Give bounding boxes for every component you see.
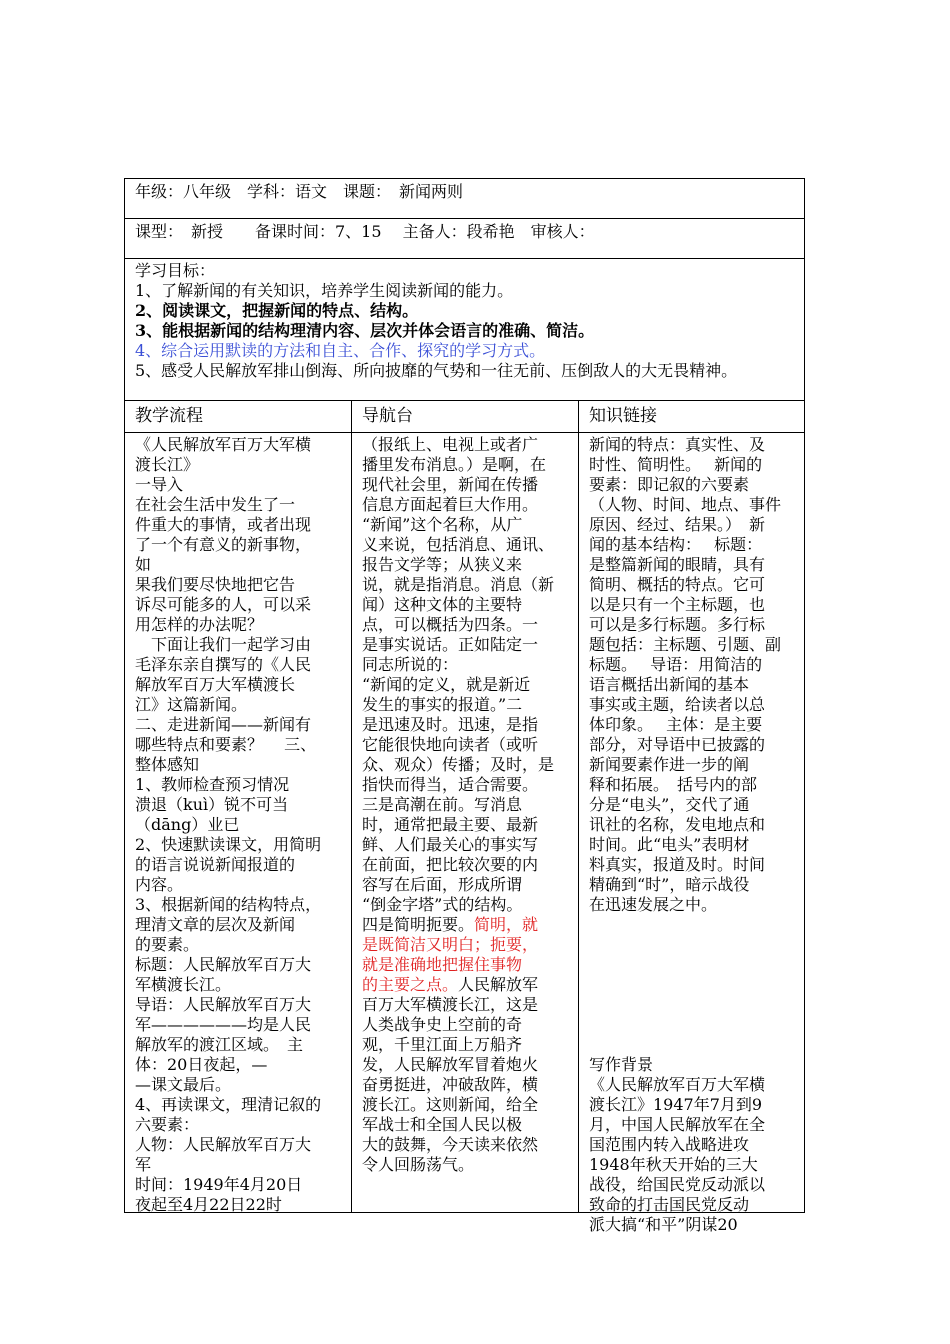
text-line: 信息方面起着巨大作用。 [362, 495, 539, 514]
text-line: 标题。 导语：用简洁的 [589, 655, 763, 674]
text-line: 在社会生活中发生了一 [135, 495, 296, 514]
text-line: 哪些特点和要素？ 三、 [135, 735, 317, 754]
text-line: 时间。此“电头”表明材 [589, 835, 750, 854]
text-line: 解放军的渡江区域。 主 [135, 1035, 304, 1054]
text-line: 部分，对导语中已披露的 [589, 735, 766, 754]
text-line: 2、快速默读课文，用简明 [135, 835, 322, 854]
text-line: 六要素： [135, 1115, 200, 1134]
text-line: 1、教师检查预习情况 [135, 775, 290, 794]
text-line: 是迅速及时。迅速，是指 [362, 715, 539, 734]
goal-4: 4、综合运用默读的方法和自主、合作、探究的学习方式。 [135, 341, 546, 360]
text-line: 现代社会里，新闻在传播 [362, 475, 539, 494]
text-line: （报纸上、电视上或者广 [362, 435, 539, 454]
highlight-span: 简明，就 [474, 915, 539, 934]
header-navigation: 导航台 [352, 401, 579, 432]
text-line: 原因、经过、结果。） 新 [589, 515, 766, 534]
text-line: 令人回肠荡气。 [362, 1155, 475, 1174]
text-line: 夜起至4月22日22时 [135, 1195, 282, 1214]
text-line: “新闻的定义，就是新近 [362, 675, 531, 694]
highlight-line: 就是准确地把握住事物 [362, 955, 523, 974]
text-line: 百万大军横渡长江，这是 [362, 995, 539, 1014]
text-line: “倒金字塔”式的结构。 [362, 895, 523, 914]
text-span: 人民解放军 [458, 975, 539, 994]
text-line: 事实或主题，给读者以总 [589, 695, 766, 714]
text-line: 的语言说说新闻报道的 [135, 855, 296, 874]
text-line: 语言概括出新闻的基本 [589, 675, 750, 694]
text-line: 江》这篇新闻。 [135, 695, 248, 714]
text-line: 义来说，包括消息、通讯、 [362, 535, 555, 554]
text-line: 导语：人民解放军百万大 [135, 995, 312, 1014]
text-line: 人类战争史上空前的奇 [362, 1015, 523, 1034]
text-line: 件重大的事情，或者出现 [135, 515, 312, 534]
navigation-column [352, 433, 579, 1212]
text-line: 新闻的特点：真实性、及 [589, 435, 766, 454]
text-line: 它能很快地向读者（或听 [362, 735, 539, 754]
text-line: 精确到“时”，暗示战役 [589, 875, 750, 894]
text-span: 四是简明扼要。 [362, 915, 475, 934]
text-line: 诉尽可能多的人，可以采 [135, 595, 312, 614]
knowledge-text [579, 433, 804, 1235]
text-line: 分是“电头”，交代了通 [589, 795, 750, 814]
text-line: 溃退（kuì）锐不可当 [135, 795, 289, 814]
text-line: 简明、概括的特点。它可 [589, 575, 766, 594]
text-line: 在迅速发展之中。 [589, 895, 718, 914]
text-line: 时，通常把最主要、最新 [362, 815, 539, 834]
text-line: 观，千里江面上万船齐 [362, 1035, 523, 1054]
text-line: 奋勇挺进，冲破敌阵，横 [362, 1075, 539, 1094]
text-line: 新闻要素作进一步的阐 [589, 755, 750, 774]
text-line: 容写在后面，形成所谓 [362, 875, 523, 894]
goal-3: 3、能根据新闻的结构理清内容、层次并体会语言的准确、简洁。 [135, 321, 595, 340]
text-line: 渡长江》 [135, 455, 200, 474]
text-line: 播里发布消息。）是啊，在 [362, 455, 547, 474]
text-line: 军横渡长江。 [135, 975, 232, 994]
text-line: 下面让我们一起学习由 [135, 635, 312, 654]
text-line: 在前面，把比较次要的内 [362, 855, 539, 874]
text-line: 理清文章的层次及新闻 [135, 915, 296, 934]
text-line: 军 [135, 1155, 152, 1174]
highlight-span: 的主要之点。 [362, 975, 459, 994]
text-line: 渡长江》1947年7月到9 [589, 1095, 763, 1114]
text-line: 是整篇新闻的眼睛，具有 [589, 555, 766, 574]
text-line: 题包括：主标题、引题、副 [589, 635, 782, 654]
text-line: 可以是多行标题。多行标 [589, 615, 766, 634]
text-line: 解放军百万大军横渡长 [135, 675, 296, 694]
text-line: 整体感知 [135, 755, 200, 774]
text-line: 《人民解放军百万大军横 [135, 435, 312, 454]
text-line: 写作背景 [589, 1055, 654, 1074]
highlight-line: 是既简洁又明白；扼要， [362, 935, 539, 954]
header-teaching-flow: 教学流程 [125, 401, 352, 432]
text-line: 渡长江。这则新闻，给全 [362, 1095, 539, 1114]
goals-title: 学习目标： [135, 261, 216, 280]
text-line: 军战士和全国人民以极 [362, 1115, 523, 1134]
text-line: 《人民解放军百万大军横 [589, 1075, 766, 1094]
content-row [125, 433, 804, 1234]
text-line: 用怎样的办法呢？ [135, 615, 264, 634]
text-line: 的要素。 [135, 935, 200, 954]
text-line: 闻）这种文体的主要特 [362, 595, 523, 614]
text-line: 1948年秋天开始的三大 [589, 1155, 758, 1174]
text-line: 鲜、人们最关心的事实写 [362, 835, 539, 854]
learning-goals [125, 259, 804, 381]
text-line: 战役，给国民党反动派以 [589, 1175, 766, 1194]
header-knowledge-link: 知识链接 [589, 406, 657, 426]
text-line: 大的鼓舞，今天读来依然 [362, 1135, 539, 1154]
lesson-plan-table [124, 178, 805, 1234]
goal-5: 5、感受人民解放军排山倒海、所向披靡的气势和一往无前、压倒敌人的大无畏精神。 [135, 361, 738, 380]
text-line: —课文最后。 [135, 1075, 232, 1094]
text-line: 同志所说的： [362, 655, 459, 674]
text-line: （人物、时间、地点、事件 [589, 495, 782, 514]
text-line: 体：20日夜起，— [135, 1055, 268, 1074]
text-line: 讯社的名称，发电地点和 [589, 815, 766, 834]
text-line: 如 [135, 555, 152, 574]
text-line: 料真实，报道及时。时间 [589, 855, 766, 874]
text-line: 发生的事实的报道。”二 [362, 695, 523, 714]
header-row-subject [125, 179, 804, 219]
text-line: 月，中国人民解放军在全 [589, 1115, 766, 1134]
navigation-text [352, 433, 578, 1175]
text-line: 内容。 [135, 875, 184, 894]
text-line: 4、再读课文，理清记叙的 [135, 1095, 322, 1114]
text-line: （dāng）业已 [135, 815, 240, 834]
goal-2: 2、阅读课文，把握新闻的特点、结构。 [135, 301, 419, 320]
header-row-meta [125, 219, 804, 259]
knowledge-link-column [579, 433, 804, 1234]
text-line: 一导入 [135, 475, 184, 494]
text-line: 果我们要尽快地把它告 [135, 575, 296, 594]
text-line: 毛泽东亲自撰写的《人民 [135, 655, 312, 674]
text-line: 时性、简明性。 新闻的 [589, 455, 763, 474]
column-header-row [125, 401, 804, 433]
goal-1: 1、了解新闻的有关知识，培养学生阅读新闻的能力。 [135, 281, 514, 300]
text-line: “新闻”这个名称，从广 [362, 515, 523, 534]
text-line: 致命的打击国民党反动 [589, 1195, 750, 1214]
text-line: 是事实说话。正如陆定一 [362, 635, 539, 654]
text-line: 点，可以概括为四条。一 [362, 615, 539, 634]
text-line: 闻的基本结构： 标题： [589, 535, 763, 554]
text-line: 三是高潮在前。写消息 [362, 795, 523, 814]
text-line: 报告文学等；从狭义来 [362, 555, 523, 574]
subject-line: 年级：八年级 学科：语文 课题： 新闻两则 [135, 182, 464, 201]
text-line: 体印象。 主体：是主要 [589, 715, 763, 734]
text-line: 时间：1949年4月20日 [135, 1175, 303, 1194]
text-line: 3、根据新闻的结构特点， [135, 895, 322, 914]
text-line: 人物：人民解放军百万大 [135, 1135, 312, 1154]
text-line: 众、观众）传播；及时，是 [362, 755, 555, 774]
text-line: 以是只有一个主标题，也 [589, 595, 766, 614]
text-line: 要素：即记叙的六要素 [589, 475, 750, 494]
text-line: 说，就是指消息。消息（新 [362, 575, 555, 594]
text-line: 标题：人民解放军百万大 [135, 955, 312, 974]
text-line: 发，人民解放军冒着炮火 [362, 1055, 539, 1074]
text-line: 军——————均是人民 [135, 1015, 312, 1034]
meta-line: 课型： 新授 备课时间：7、15 主备人：段希艳 审核人： [135, 222, 595, 241]
text-line: 二、走进新闻——新闻有 [135, 715, 312, 734]
text-line: 国范围内转入战略进攻 [589, 1135, 750, 1154]
text-line: 释和拓展。 括号内的部 [589, 775, 758, 794]
teaching-flow-column [125, 433, 352, 1212]
text-line: 指快而得当，适合需要。 [362, 775, 539, 794]
text-line: 派大搞“和平”阴谋20 [589, 1215, 738, 1234]
teaching-flow-text [125, 433, 351, 1215]
goals-row [125, 259, 804, 401]
text-line: 了一个有意义的新事物， [135, 535, 312, 554]
